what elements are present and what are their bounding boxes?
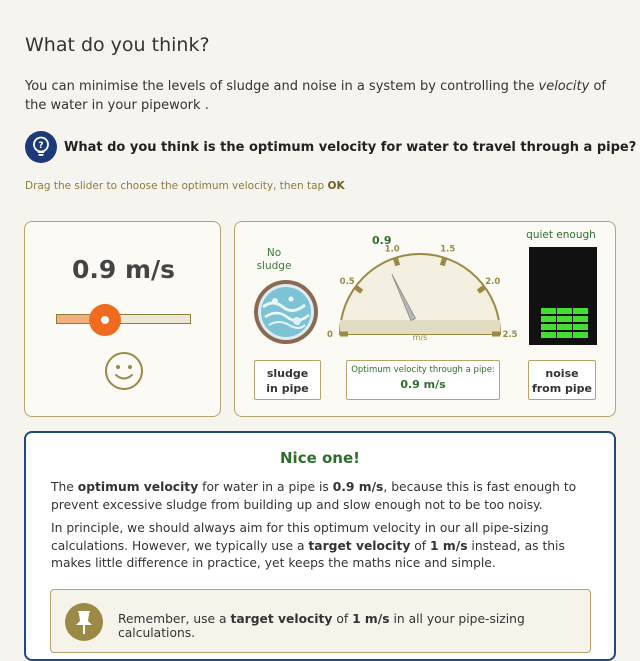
instruction-text: Drag the slider to choose the optimum velocity, then tap OK bbox=[25, 180, 345, 192]
feedback-title: Nice one! bbox=[280, 449, 360, 467]
noise-level-bar bbox=[573, 308, 588, 314]
feedback-paragraph-2: In principle, we should always aim for this optimum velocity in our all pipe-sizing calculations. However, we typically use a target velocity of 1 m/s instead, as this makes little difference in practice, yet keeps the maths nice and simple. bbox=[51, 521, 565, 570]
velocity-control-panel bbox=[24, 221, 221, 417]
noise-level-bar bbox=[573, 332, 588, 338]
remember-text: Remember, use a target velocity of 1 m/s in all your pipe-sizing calculations. bbox=[118, 612, 525, 640]
gauge-base bbox=[340, 320, 500, 334]
page-title: What do you think? bbox=[25, 34, 210, 56]
remember-callout bbox=[50, 589, 591, 653]
gauge-tick-label: 1.0 bbox=[384, 244, 400, 255]
feedback-panel bbox=[24, 431, 616, 661]
noise-level-bar bbox=[557, 316, 572, 322]
noise-level-bar bbox=[541, 332, 556, 338]
noise-level-bar bbox=[541, 316, 556, 322]
sludge-in-pipe-box: sludge in pipe bbox=[254, 360, 321, 400]
noise-from-pipe-box: noise from pipe bbox=[528, 360, 596, 400]
svg-text:?: ? bbox=[38, 141, 44, 151]
pipe-visualisation-panel bbox=[234, 221, 616, 417]
intro-text: You can minimise the levels of sludge and noise in a system by controlling the velocity of the water in your pipework . bbox=[25, 79, 606, 113]
noise-level-bar bbox=[573, 324, 588, 330]
question-bulb-icon bbox=[25, 131, 57, 163]
gauge-unit-label: m/s bbox=[412, 333, 428, 342]
intro-emphasis: velocity bbox=[538, 79, 590, 94]
smiley-face-icon bbox=[104, 351, 144, 391]
sludge-status-label: No sludge bbox=[256, 247, 292, 272]
question-text: What do you think is the optimum velocity for water to travel through a pipe? bbox=[64, 140, 637, 155]
gauge-tick bbox=[395, 258, 397, 266]
gauge-tick-label: 0.5 bbox=[339, 277, 355, 288]
noise-level-bar bbox=[557, 332, 572, 338]
noise-status-label: quiet enough bbox=[526, 229, 596, 241]
gauge-value-label: 0.9 bbox=[372, 234, 392, 247]
noise-level-bar bbox=[557, 308, 572, 314]
pipe-cross-section-image bbox=[253, 279, 319, 345]
noise-level-bar bbox=[541, 324, 556, 330]
pushpin-icon bbox=[65, 603, 103, 641]
feedback-paragraph-1: The optimum velocity for water in a pipe is 0.9 m/s, because this is fast enough to prevent excessive sludge from building up and slow enough not to be too noisy. bbox=[51, 480, 577, 512]
optimum-velocity-box: Optimum velocity through a pipe: 0.9 m/s bbox=[346, 360, 500, 400]
gauge-tick bbox=[442, 258, 444, 266]
velocity-readout: 0.9 m/s bbox=[71, 255, 176, 284]
gauge-tick-label: 2.5 bbox=[502, 330, 518, 340]
velocity-slider-handle[interactable] bbox=[89, 304, 121, 336]
noise-level-bar bbox=[541, 308, 556, 314]
velocity-gauge bbox=[327, 234, 518, 349]
noise-level-bar bbox=[557, 324, 572, 330]
gauge-tick-label: 2.0 bbox=[485, 277, 501, 288]
gauge-tick-label: 0 bbox=[327, 330, 333, 340]
noise-level-bar bbox=[573, 316, 588, 322]
ok-keyword: OK bbox=[327, 180, 345, 192]
gauge-tick-label: 1.5 bbox=[440, 244, 456, 255]
noise-level-meter bbox=[529, 247, 597, 345]
